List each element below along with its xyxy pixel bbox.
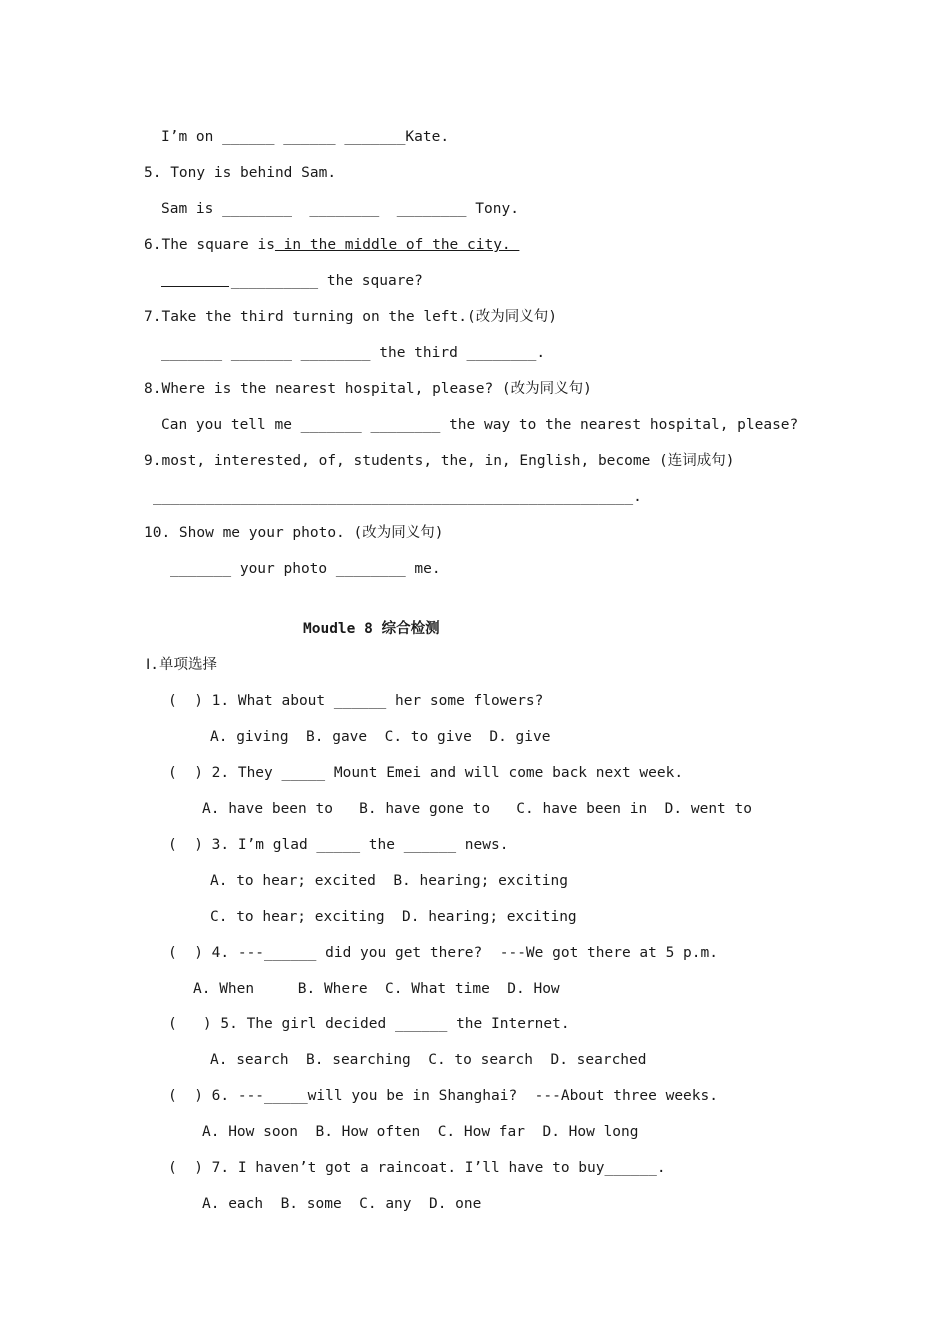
- question-2-options: A. have been to B. have gone to C. have been in D. went to: [202, 801, 752, 817]
- question-5: ( ) 5. The girl decided ______ the Internet.: [168, 1016, 570, 1032]
- question-3-options-a: A. to hear; excited B. hearing; exciting: [210, 873, 568, 889]
- exercise-line: Sam is ________ ________ ________ Tony.: [161, 201, 519, 217]
- question-6: ( ) 6. ---_____will you be in Shanghai? ---About three weeks.: [168, 1088, 718, 1104]
- exercise-text: 6.The square is: [144, 237, 275, 253]
- question-4-options: A. When B. Where C. What time D. How: [193, 981, 560, 997]
- exercise-line: Can you tell me _______ ________ the way to the nearest hospital, please?: [161, 417, 799, 433]
- exercise-line: __________ the square?: [161, 273, 423, 289]
- question-4: ( ) 4. ---______ did you get there? ---We got there at 5 p.m.: [168, 945, 718, 961]
- question-2: ( ) 2. They _____ Mount Emei and will come back next week.: [168, 765, 684, 781]
- exercise-item-6: [144, 235, 519, 255]
- section-heading: Ⅰ.单项选择: [146, 657, 218, 673]
- exercise-item-7: 7.Take the third turning on the left.(改为同义句): [144, 309, 557, 325]
- exercise-item-8: 8.Where is the nearest hospital, please? (改为同义句): [144, 381, 592, 397]
- question-1: ( ) 1. What about ______ her some flowers?: [168, 693, 544, 709]
- question-3-options-b: C. to hear; exciting D. hearing; exciting: [210, 909, 577, 925]
- exercise-item-9: 9.most, interested, of, students, the, in, English, become (连词成句): [144, 453, 735, 469]
- module-title: Moudle 8 综合检测: [303, 621, 440, 637]
- underlined-phrase: in the middle of the city.: [274, 237, 520, 253]
- question-3: ( ) 3. I’m glad _____ the ______ news.: [168, 837, 509, 853]
- question-7-options: A. each B. some C. any D. one: [202, 1196, 482, 1212]
- answer-line: _______________________________________________________.: [153, 489, 642, 505]
- exercise-line: _______ _______ ________ the third ________.: [161, 345, 546, 361]
- exercise-line: I’m on ______ ______ _______Kate.: [161, 129, 450, 145]
- question-5-options: A. search B. searching C. to search D. searched: [210, 1052, 647, 1068]
- exercise-item-10: 10. Show me your photo. (改为同义句): [144, 525, 444, 541]
- question-1-options: A. giving B. gave C. to give D. give: [210, 729, 551, 745]
- question-6-options: A. How soon B. How often C. How far D. How long: [202, 1124, 639, 1140]
- exercise-item-5: 5. Tony is behind Sam.: [144, 165, 337, 181]
- question-7: ( ) 7. I haven’t got a raincoat. I’ll have to buy______.: [168, 1160, 666, 1176]
- exercise-line: _______ your photo ________ me.: [170, 561, 441, 577]
